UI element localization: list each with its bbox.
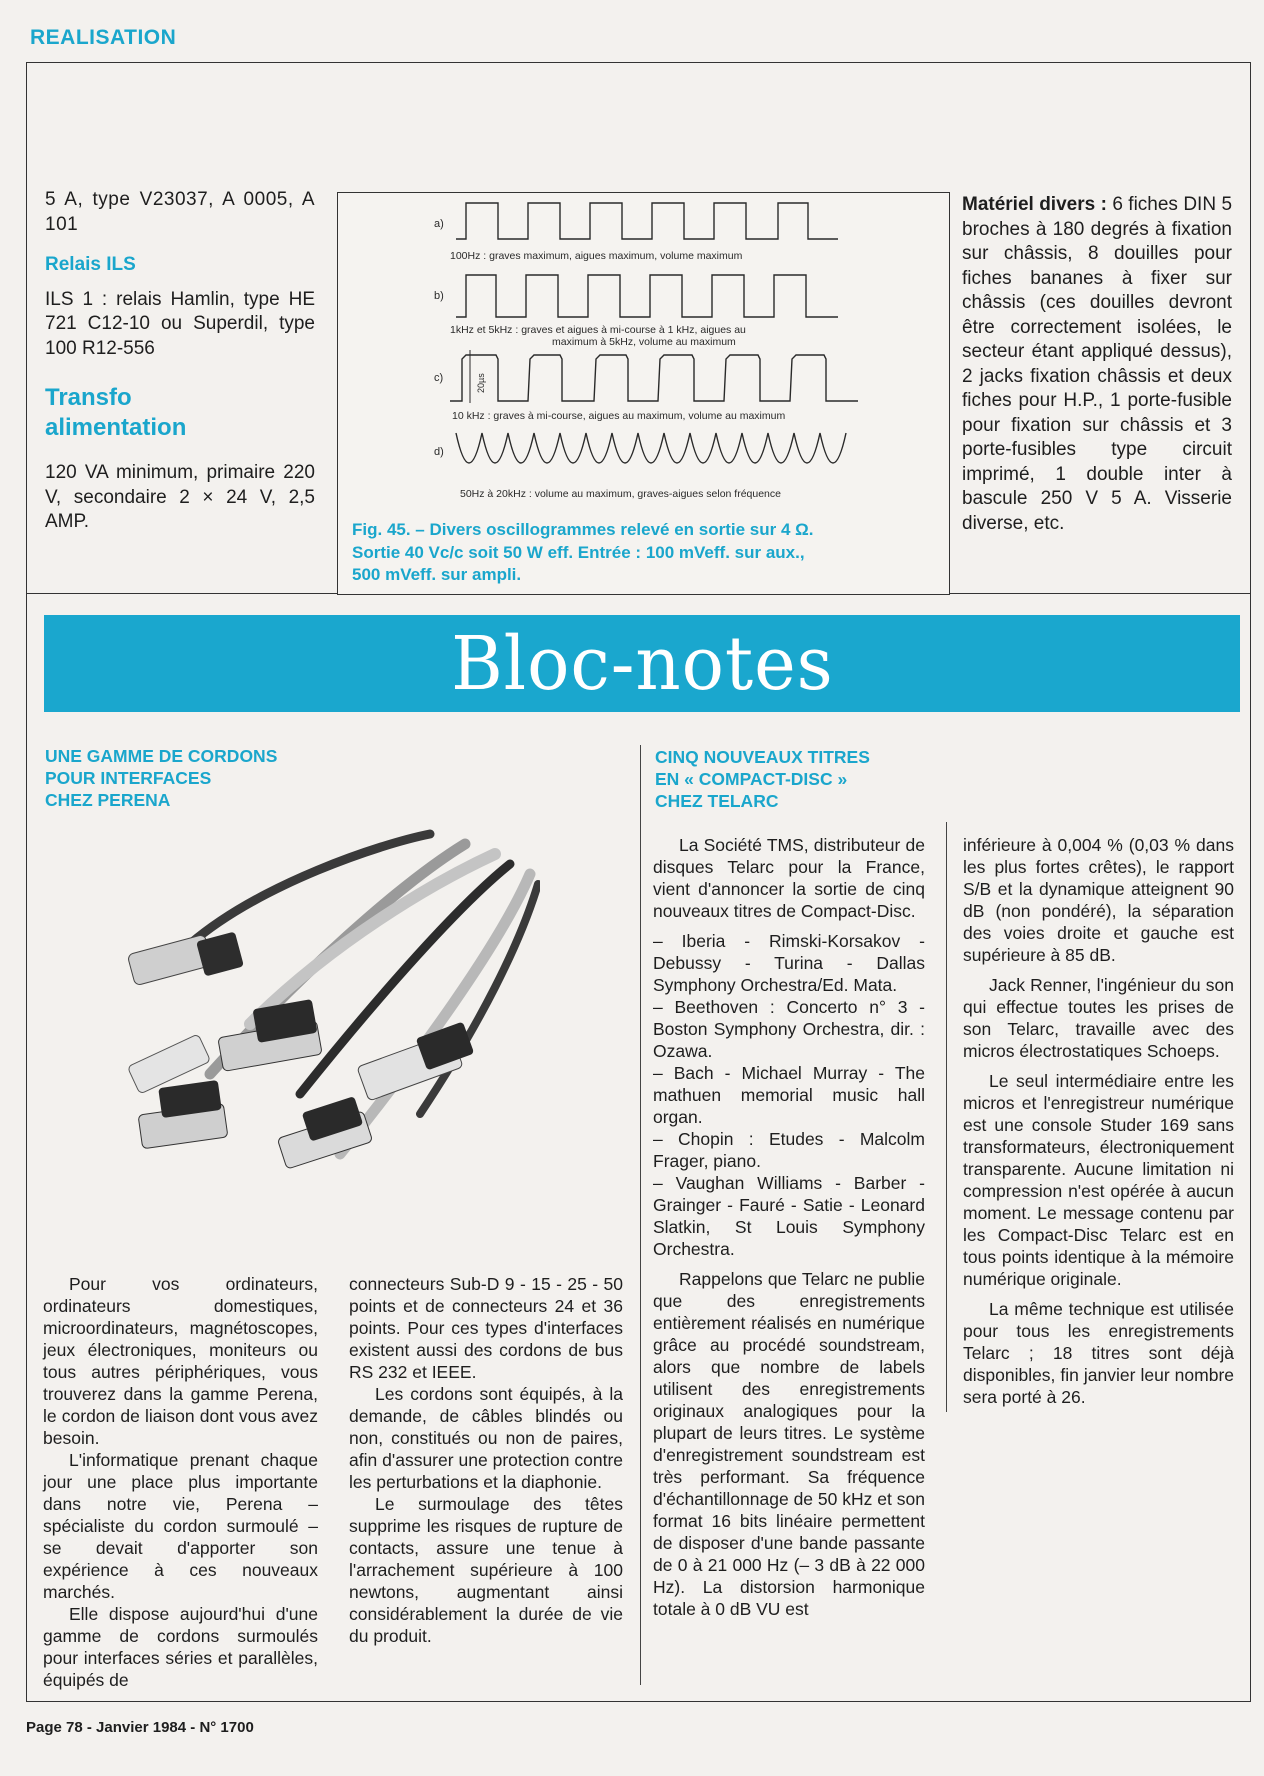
waveform-b — [456, 275, 838, 317]
article2-col2-p4: La même technique est utilisée pour tous les enregistrements Telarc ; 18 titres sont déjà disponibles, fin janvier leur nombre sera porté à 26. — [963, 1299, 1234, 1407]
article2-item-3: – Bach - Michael Murray - The mathuen memorial music hall organ. — [653, 1063, 925, 1127]
article2-item-4: – Chopin : Etudes - Malcolm Frager, piano. — [653, 1129, 925, 1171]
article1-col1 — [43, 1273, 318, 1691]
article2-item-1: – Iberia - Rimski-Korsakov - Debussy - Turina - Dallas Symphony Orchestra/Ed. Mata. — [653, 931, 925, 995]
article1-title-line-1: UNE GAMME DE CORDONS — [45, 746, 278, 766]
caption-b2: maximum à 5kHz, volume au maximum — [552, 336, 736, 348]
figure-caption-line-1: Fig. 45. – Divers oscillogrammes relevé en sortie sur 4 Ω. — [352, 520, 814, 539]
waveform-d — [456, 433, 846, 463]
label-c: c) — [434, 372, 444, 384]
article2-col-separator — [946, 822, 947, 1412]
article-separator — [640, 745, 641, 1685]
left-column — [45, 188, 315, 535]
transfo-text: 120 VA minimum, primaire 220 V, secondaire 2 × 24 V, 2,5 AMP. — [45, 462, 315, 532]
caption-c: 10 kHz : graves à mi-course, aigues au maximum, volume au maximum — [452, 410, 786, 422]
article1-col2-p2: Les cordons sont équipés, à la demande, de câbles blindés ou non, constitués ou non de paires, afin d'assurer une protection contre les perturbations et la diaphonie. — [349, 1384, 623, 1492]
relais-ils-title: Relais ILS — [45, 254, 136, 275]
connector-3 — [218, 999, 322, 1071]
oscillogram-figure — [337, 192, 950, 595]
label-d: d) — [434, 446, 444, 458]
article2-col2-p3: Le seul intermédiaire entre les micros et l'enregistreur numérique est une console Studer 169 sans transformateurs, électroniquement transparente. Aucune limitation ni compression n'est opérée à aucun moment. Le message contenu par les Compact-Disc Telarc est en tous points identique à la mémoire numérique originale. — [963, 1071, 1234, 1289]
connector-4 — [138, 1080, 228, 1149]
page-footer: Page 78 - Janvier 1984 - N° 1700 — [26, 1719, 254, 1736]
right-column — [962, 193, 1232, 536]
article2-item-2: – Beethoven : Concerto n° 3 - Boston Symphony Orchestra, dir. : Ozawa. — [653, 997, 925, 1061]
article2-title-line-2: EN « COMPACT-DISC » — [655, 769, 848, 789]
article1-col2-p3: Le surmoulage des têtes supprime les risques de rupture de contacts, assure une tenue à l'arrachement supérieure à 100 newtons, augmentant ainsi considérablement la durée de vie du produit. — [349, 1494, 623, 1646]
caption-a: 100Hz : graves maximum, aigues maximum, volume maximum — [450, 250, 743, 262]
marker-20us-label: 20µs — [476, 373, 486, 393]
bloc-notes-banner — [44, 615, 1240, 712]
connector-1 — [127, 931, 244, 985]
figure-caption — [352, 519, 942, 587]
article1-col1-p1: Pour vos ordinateurs, ordinateurs domestiques, microordinateurs, magnétoscopes, jeux électroniques, moniteurs ou tous autres périphériques, vous trouverez dans la gamme Perena, le cordon de liaison dont vous avez besoin. — [43, 1274, 318, 1448]
materiel-title: Matériel divers : — [962, 194, 1107, 215]
article2-col2 — [963, 834, 1234, 1408]
article2-title — [655, 746, 870, 812]
transfo-title: Transfo alimentation — [45, 384, 187, 441]
article2-title-line-3: CHEZ TELARC — [655, 791, 779, 811]
caption-b1: 1kHz et 5kHz : graves et aigues à mi-course à 1 kHz, aigues au — [450, 324, 746, 336]
article1-title-line-3: CHEZ PERENA — [45, 790, 171, 810]
section-header: REALISATION — [30, 26, 177, 49]
connector-5 — [277, 1096, 372, 1169]
article2-col1 — [653, 834, 925, 1620]
figure-caption-line-2: Sortie 40 Vc/c soit 50 W eff. Entrée : 100 mVeff. sur aux., — [352, 542, 805, 562]
figure-caption-line-3: 500 mVeff. sur ampli. — [352, 565, 522, 584]
article2-col1-p1: La Société TMS, distributeur de disques Telarc pour la France, vient d'annoncer la sortie de cinq nouveaux titres de Compact-Disc. — [653, 835, 925, 921]
waveform-a — [456, 203, 838, 239]
article2-col1-p2: Rappelons que Telarc ne publie que des enregistrements entièrement réalisés en numérique grâce au procédé soundstream, alors que nombre de labels utilisent des enregistrements originaux analogiques pour la plupart de leurs titres. Le système d'enregistrement soundstream est très performant. Sa fréquence d'échantillonnage de 50 kHz et son format 16 bits linéaire permettent de disposer d'une bande passante de 0 à 21 000 Hz (– 3 dB à 22 000 Hz). La distorsion harmonique totale à 0 dB VU est — [653, 1269, 925, 1619]
connector-6 — [357, 1021, 474, 1101]
banner-title: Bloc-notes — [450, 620, 834, 707]
article2-col2-p2: Jack Renner, l'ingénieur du son qui effectue toutes les prises de son Telarc, travaille avec des micros électrostatiques Schoeps. — [963, 975, 1234, 1061]
label-a: a) — [434, 218, 444, 230]
article1-title — [45, 745, 277, 811]
article1-col1-p3: Elle dispose aujourd'hui d'une gamme de cordons surmoulés pour interfaces séries et parallèles, équipés de — [43, 1604, 318, 1690]
article1-col2-p1: connecteurs Sub-D 9 - 15 - 25 - 50 points et de connecteurs 24 et 36 points. Pour ces types d'interfaces existent aussi des cordons de bus RS 232 et IEEE. — [349, 1274, 623, 1382]
article2-item-5: – Vaughan Williams - Barber - Grainger - Fauré - Satie - Leonard Slatkin, St Louis Symphony Orchestra. — [653, 1173, 925, 1259]
oscillogram-svg — [338, 193, 951, 513]
waveform-c — [450, 355, 858, 401]
cable-6 — [420, 884, 538, 1114]
relais-ils-text: ILS 1 : relais Hamlin, type HE 721 C12-10 ou Superdil, type 100 R12-556 — [45, 288, 315, 359]
caption-d: 50Hz à 20kHz : volume au maximum, graves-aigues selon fréquence — [460, 488, 781, 500]
materiel-text: 6 fiches DIN 5 broches à 180 degrés à fixation sur châssis, 8 douilles pour fiches bananes à fixer sur châssis (ces douilles devront être correctement isolées, le secteur étant appliqué dessus), 2 jacks fixation châssis et deux fiches pour H.P., 1 porte-fusible pour fixation sur châssis et 3 porte-fusibles type circuit imprimé, 1 double inter à bascule 250 V 5 A. Visserie diverse, etc. — [962, 194, 1233, 534]
relay-type-text: 5 A, type V23037, A 0005, A 101 — [45, 189, 315, 235]
label-b: b) — [434, 290, 444, 302]
article1-col2 — [349, 1273, 623, 1647]
article2-title-line-1: CINQ NOUVEAUX TITRES — [655, 747, 870, 767]
article1-col1-p2: L'informatique prenant chaque jour une place plus importante dans notre vie, Perena – spécialiste du cordon surmoulé – se devait d'apporter son expérience à ces nouveaux marchés. — [43, 1450, 318, 1602]
cables-photo — [100, 824, 540, 1244]
article1-title-line-2: POUR INTERFACES — [45, 768, 212, 788]
article2-col2-p1: inférieure à 0,004 % (0,03 % dans les plus fortes crêtes), le rapport S/B et la dynamique atteignent 90 dB (non pondéré), la séparation des voies droite et gauche est supérieure à 85 dB. — [963, 835, 1234, 965]
